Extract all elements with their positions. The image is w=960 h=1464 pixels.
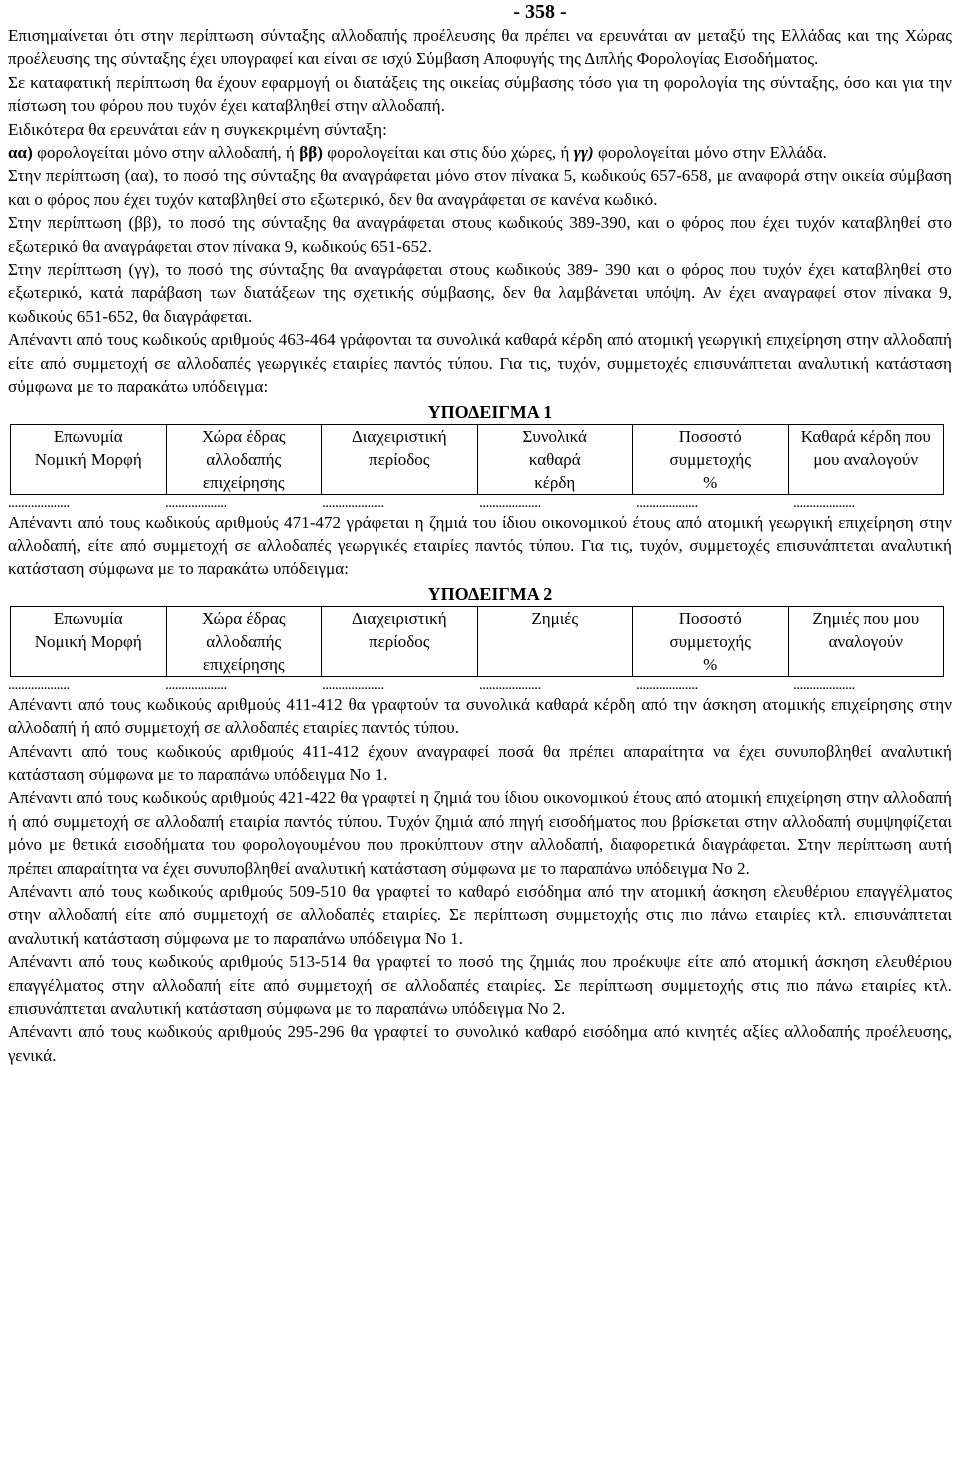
paragraph-codes-295-296: Απέναντι από τους κωδικούς αριθμούς 295-296 θα γραφτεί το συνολικό καθαρό εισόδημα από κινητές αξίες αλλοδαπής προέλευσης, γενικά. bbox=[8, 1022, 952, 1065]
paragraph-taxation-cases bbox=[8, 141, 952, 164]
paragraph-codes-471-472: Απέναντι από τους κωδικούς αριθμούς 471-472 γράφεται η ζημιά του ίδιου οικονομικού έτους από ατομική γεωργική επιχείρηση στην αλλοδαπή, είτε από συμμετοχή σε αλλοδαπές γεωργικές εταιρίες παντός τύπου. Για τις, τυχόν, συμμετοχές επισυνάπτεται αναλυτική κατάσταση σύμφωνα με το παρακάτω υπόδειγμα: bbox=[8, 512, 952, 579]
document-page bbox=[8, 0, 952, 1067]
paragraph-case-bb: Στην περίπτωση (ββ), το ποσό της σύνταξης θα αναγράφεται στους κωδικούς 389-390, και ο φόρος που έχει τυχόν καταβληθεί στο εξωτερικό θα αναγράφεται στον πίνακα 9, κωδικούς 651-652. bbox=[8, 213, 952, 256]
case-aa-label: αα) bbox=[8, 143, 33, 163]
page-number: - 358 - bbox=[513, 1, 567, 23]
paragraph-affirmative-case: Σε καταφατική περίπτωση θα έχουν εφαρμογή οι διατάξεις της οικείας σύμβασης τόσο για τη φορολογία της σύνταξης, όσο και για την πίστωση του φόρου που τυχόν έχει καταβληθεί στην αλλοδαπή. bbox=[8, 72, 952, 116]
paragraph-specifically: Ειδικότερα θα ερευνάται εάν η συγκεκριμένη σύνταξη: bbox=[8, 119, 387, 139]
header-participation-percent: Ποσοστό συμμετοχής % bbox=[633, 606, 789, 676]
header-losses: Ζημιές bbox=[477, 606, 633, 676]
case-gg-text: φορολογείται μόνο στην Ελλάδα. bbox=[593, 143, 827, 163]
example-1-header-row bbox=[11, 424, 944, 494]
header-name-legal-form: Επωνυμία Νομική Μορφή bbox=[11, 424, 167, 494]
paragraph-case-gg: Στην περίπτωση (γγ), το ποσό της σύνταξης θα αναγράφεται στους κωδικούς 389- 390 και ο φόρος που τυχόν έχει καταβληθεί στο εξωτερικό, κατά παράβαση των διατάξεων της σχετικής σύμβασης, δεν θα λαμβάνεται υπόψη. Αν έχει αναγραφεί στον πίνακα 9, κωδικούς 651-652, θα διαγράφεται. bbox=[8, 260, 952, 326]
case-aa-text: φορολογείται μόνο στην αλλοδαπή, ή bbox=[32, 143, 300, 163]
paragraph-codes-421-422: Απέναντι από τους κωδικούς αριθμούς 421-422 θα γραφτεί η ζημιά του ίδιου οικονομικού έτους από ατομική επιχείρηση στην αλλοδαπή ή από συμμετοχή σε αλλοδαπή εταιρία παντός τύπου. Τυχόν ζημιά από πηγή εισοδήματος που βρίσκεται στην αλλοδαπή συμψηφίζεται μόνο με θετικά εισοδήματα του φορολογουμένου που προκύπτουν στην αλλοδαπή, διαφορετικά διαγράφεται. Στην περίπτωση αυτή πρέπει απαραίτητα να έχει συνυποβληθεί αναλυτική κατάσταση σύμφωνα με το παραπάνω υπόδειγμα Νο 2. bbox=[8, 788, 952, 878]
paragraph-codes-509-510: Απέναντι από τους κωδικούς αριθμούς 509-510 θα γραφτεί το καθαρό εισόδημα από την ατομική άσκηση ελευθέριου επαγγέλματος στην αλλοδαπή είτε από συμμετοχή σε αλλοδαπές εταιρίες. Σε περίπτωση συμμετοχής στις πιο πάνω εταιρίες κτλ. επισυνάπτεται αναλυτική κατάσταση σύμφωνα με το παραπάνω υπόδειγμα Νο 1. bbox=[8, 881, 952, 948]
example-2-dotted-row: ................... ................... ................... ................... ................... ................... bbox=[8, 676, 855, 693]
header-fiscal-period: Διαχειριστική περίοδος bbox=[322, 606, 478, 676]
header-country: Χώρα έδρας αλλοδαπής επιχείρησης bbox=[166, 606, 322, 676]
example-2-title: ΥΠΟΔΕΙΓΜΑ 2 bbox=[427, 583, 553, 604]
example-2-table bbox=[10, 606, 944, 677]
paragraph-codes-411-412-profits: Απέναντι από τους κωδικούς αριθμούς 411-412 θα γραφτούν τα συνολικά καθαρά κέρδη από την άσκηση ατομικής επιχείρησης στην αλλοδαπή ή από συμμετοχή σε αλλοδαπές εταιρίες παντός τύπου. bbox=[8, 694, 952, 738]
header-net-profit-share: Καθαρά κέρδη που μου αναλογούν bbox=[788, 424, 944, 494]
example-1-dotted-row: ................... ................... ................... ................... ................... ................... bbox=[8, 494, 855, 511]
paragraph-codes-463-464: Απέναντι από τους κωδικούς αριθμούς 463-464 γράφονται τα συνολικά καθαρά κέρδη από ατομική γεωργική επιχείρηση στην αλλοδαπή είτε από συμμετοχή σε αλλοδαπές γεωργικές εταιρίες παντός τύπου. Για τις, τυχόν, συμμετοχές επισυνάπτεται αναλυτική κατάσταση σύμφωνα με το παρακάτω υπόδειγμα: bbox=[8, 330, 952, 397]
header-name-legal-form: Επωνυμία Νομική Μορφή bbox=[11, 606, 167, 676]
example-1-title: ΥΠΟΔΕΙΓΜΑ 1 bbox=[427, 401, 553, 422]
header-participation-percent: Ποσοστό συμμετοχής % bbox=[633, 424, 789, 494]
case-bb-label: ββ) bbox=[299, 143, 323, 163]
paragraph-case-aa: Στην περίπτωση (αα), το ποσό της σύνταξης θα αναγράφεται μόνο στον πίνακα 5, κωδικούς 657-658, με αναφορά στην οικεία σύμβαση και ο φόρος που έχει τυχόν καταβληθεί στο εξωτερικό, δεν θα αναγράφεται σε κανένα κωδικό. bbox=[8, 166, 952, 209]
paragraph-pension-foreign-origin: Επισημαίνεται ότι στην περίπτωση σύνταξης αλλοδαπής προέλευσης θα πρέπει να ερευνάται αν μεταξύ της Ελλάδας και της Χώρας προέλευσης της σύνταξης έχει υπογραφεί και είναι σε ισχύ Σύμβαση Αποφυγής της Διπλής Φορολογίας Εισοδήματος. bbox=[8, 26, 952, 69]
case-gg-label: γγ) bbox=[573, 143, 594, 163]
example-1-table bbox=[10, 424, 944, 495]
header-country: Χώρα έδρας αλλοδαπής επιχείρησης bbox=[166, 424, 322, 494]
header-fiscal-period: Διαχειριστική περίοδος bbox=[322, 424, 478, 494]
case-bb-text: φορολογείται και στις δύο χώρες, ή bbox=[322, 143, 574, 163]
paragraph-codes-513-514: Απέναντι από τους κωδικούς αριθμούς 513-514 θα γραφτεί το ποσό της ζημιάς που προέκυψε είτε από ατομική άσκηση ελευθέριου επαγγέλματος στην αλλοδαπή είτε από συμμετοχή σε αλλοδαπές εταιρίες. Σε περίπτωση συμμετοχής στις πιο πάνω εταιρίες κτλ. επισυνάπτεται αναλυτική κατάσταση σύμφωνα με το παραπάνω υπόδειγμα Νο 2. bbox=[8, 952, 952, 1018]
header-loss-share: Ζημιές που μου αναλογούν bbox=[788, 606, 944, 676]
paragraph-codes-411-412-statement: Απέναντι από τους κωδικούς αριθμούς 411-412 έχουν αναγραφεί ποσά θα πρέπει απαραίτητα να έχει συνυποβληθεί αναλυτική κατάσταση σύμφωνα με το παραπάνω υπόδειγμα Νο 1. bbox=[8, 741, 952, 784]
header-total-profit: Συνολικά καθαρά κέρδη bbox=[477, 424, 633, 494]
example-2-header-row bbox=[11, 606, 944, 676]
